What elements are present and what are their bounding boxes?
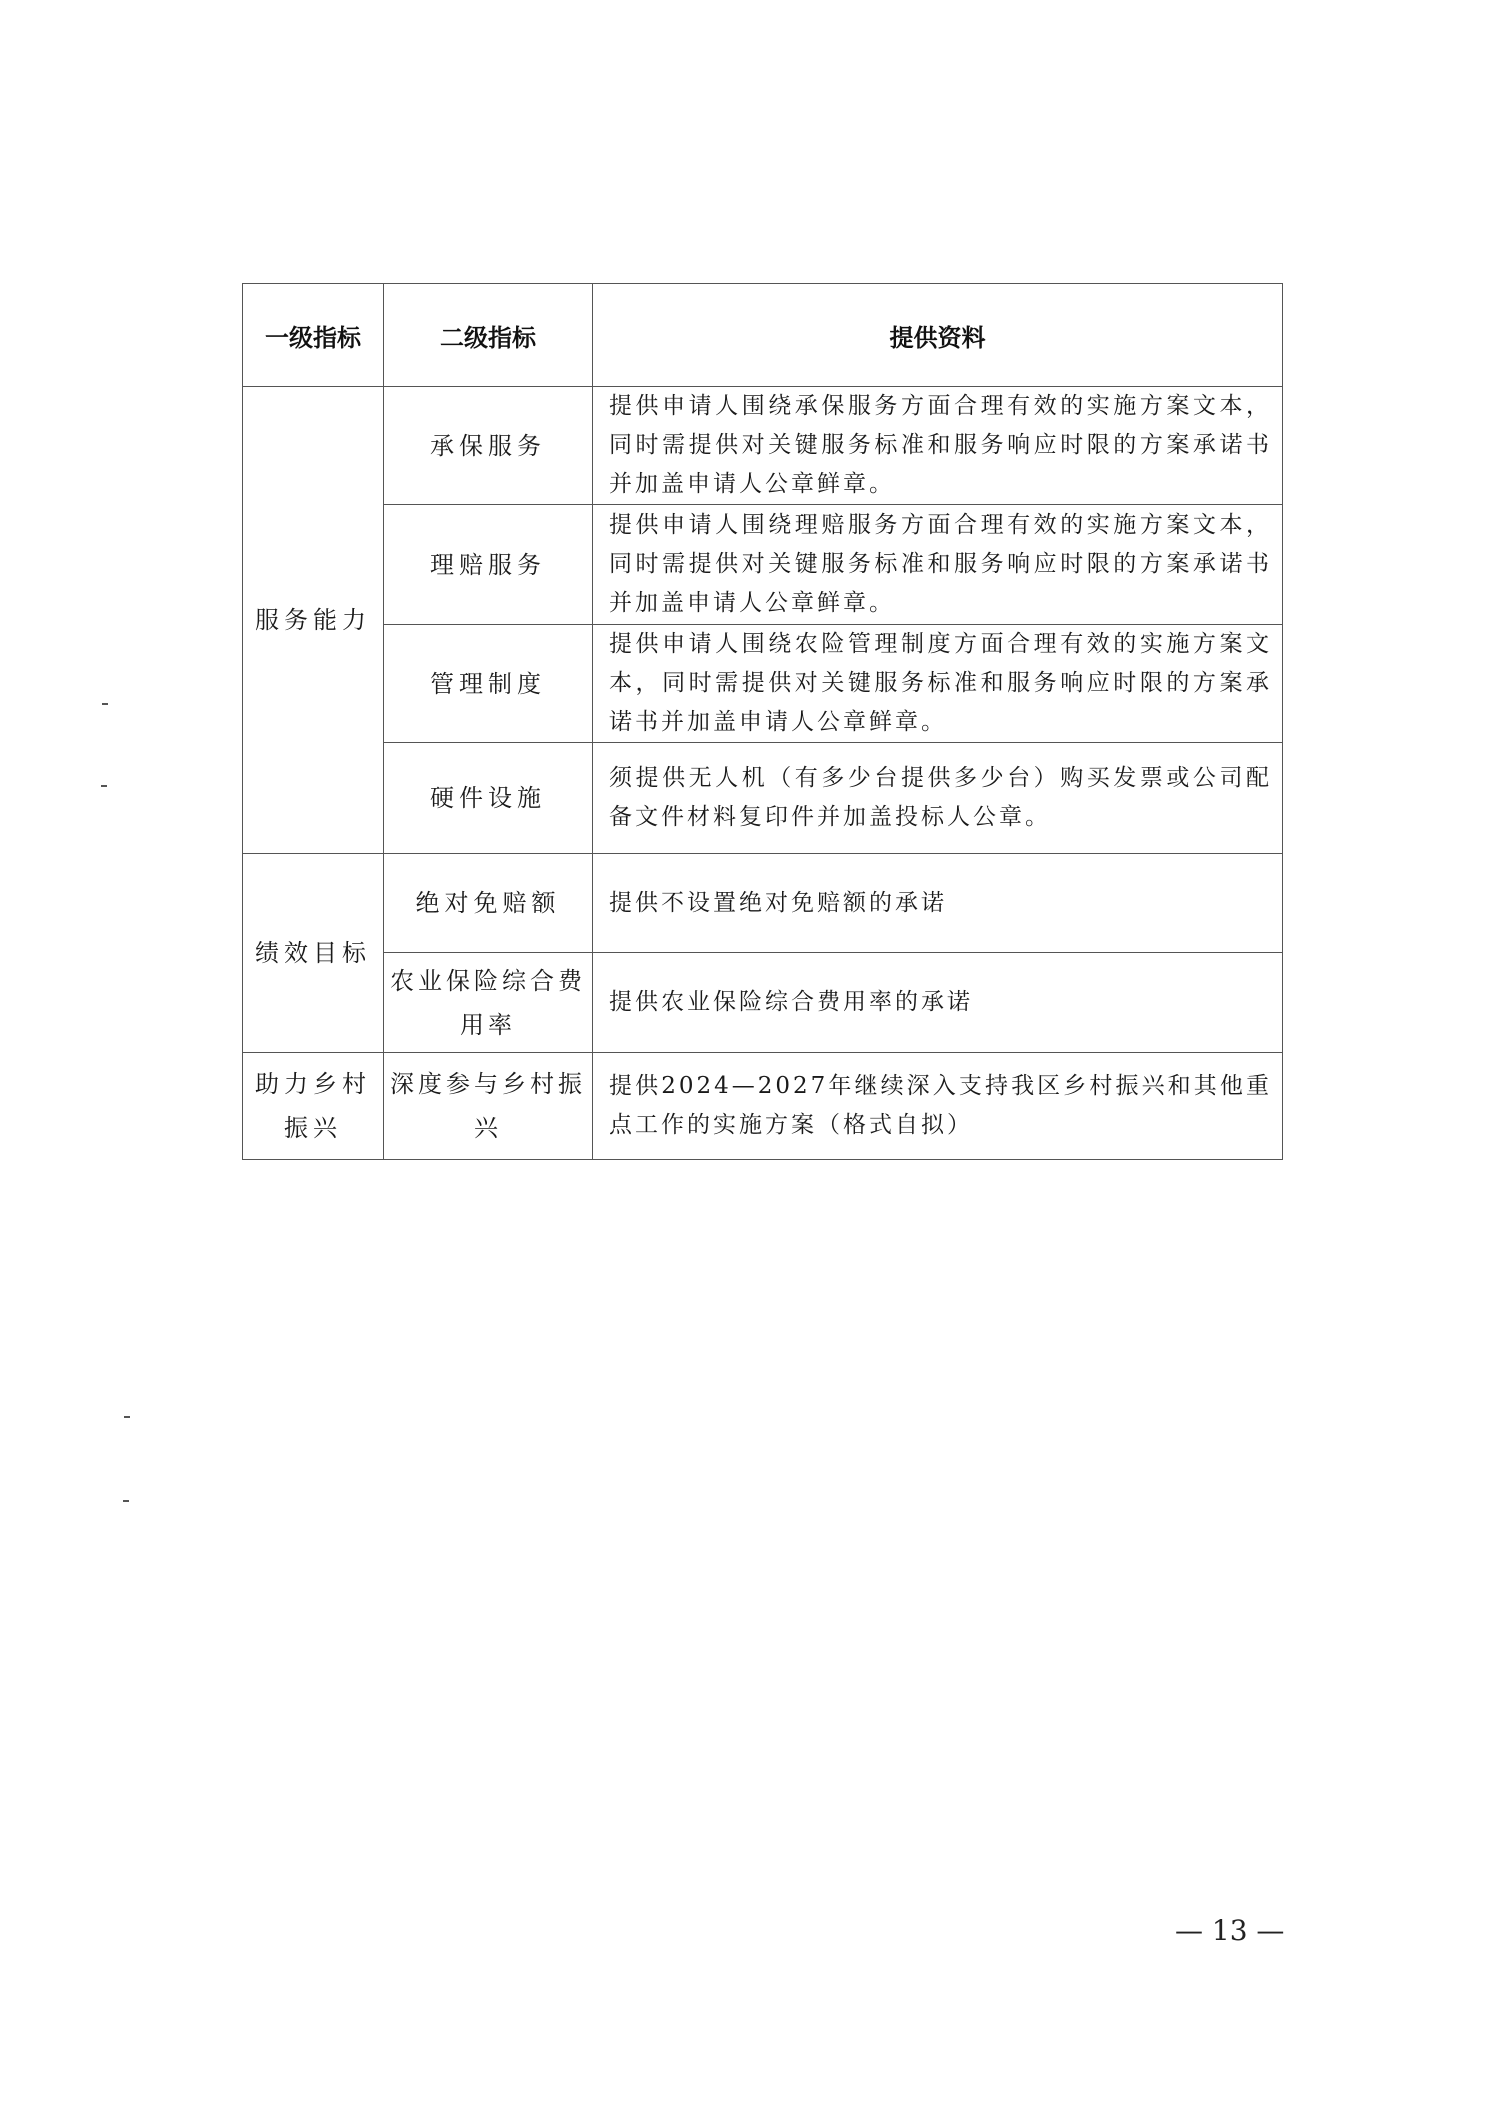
sub-indicator: 硬件设施	[384, 743, 593, 854]
sub-indicator: 管理制度	[384, 625, 593, 743]
table-row	[243, 387, 1283, 505]
category-rural: 助力乡村振兴	[243, 1053, 384, 1160]
category-service: 服务能力	[243, 387, 384, 854]
table-row	[243, 854, 1283, 953]
criteria-table	[242, 283, 1283, 1160]
material-text: 提供农业保险综合费用率的承诺	[593, 953, 1283, 1053]
table-row	[243, 743, 1283, 854]
sub-indicator: 农业保险综合费用率	[384, 953, 593, 1053]
page-number: — 13 —	[1175, 1914, 1285, 1947]
category-performance: 绩效目标	[243, 854, 384, 1053]
scan-mark	[102, 703, 108, 705]
material-text: 提供2024—2027年继续深入支持我区乡村振兴和其他重点工作的实施方案（格式自拟）	[593, 1053, 1283, 1160]
header-level2: 二级指标	[384, 284, 593, 387]
table-row	[243, 1053, 1283, 1160]
table-row	[243, 953, 1283, 1053]
scan-mark	[123, 1500, 129, 1502]
sub-indicator: 深度参与乡村振兴	[384, 1053, 593, 1160]
header-level1: 一级指标	[243, 284, 384, 387]
table-row	[243, 505, 1283, 625]
material-text: 须提供无人机（有多少台提供多少台）购买发票或公司配备文件材料复印件并加盖投标人公章。	[593, 743, 1283, 854]
table-row	[243, 625, 1283, 743]
material-text: 提供不设置绝对免赔额的承诺	[593, 854, 1283, 953]
sub-indicator: 承保服务	[384, 387, 593, 505]
sub-indicator: 理赔服务	[384, 505, 593, 625]
header-materials: 提供资料	[593, 284, 1283, 387]
table-header-row	[243, 284, 1283, 387]
material-text: 提供申请人围绕农险管理制度方面合理有效的实施方案文本，同时需提供对关键服务标准和服务响应时限的方案承诺书并加盖申请人公章鲜章。	[593, 625, 1283, 743]
scan-mark	[101, 785, 107, 787]
material-text: 提供申请人围绕理赔服务方面合理有效的实施方案文本，同时需提供对关键服务标准和服务响应时限的方案承诺书并加盖申请人公章鲜章。	[593, 505, 1283, 625]
scan-mark	[124, 1416, 130, 1418]
material-text: 提供申请人围绕承保服务方面合理有效的实施方案文本，同时需提供对关键服务标准和服务响应时限的方案承诺书并加盖申请人公章鲜章。	[593, 387, 1283, 505]
sub-indicator: 绝对免赔额	[384, 854, 593, 953]
